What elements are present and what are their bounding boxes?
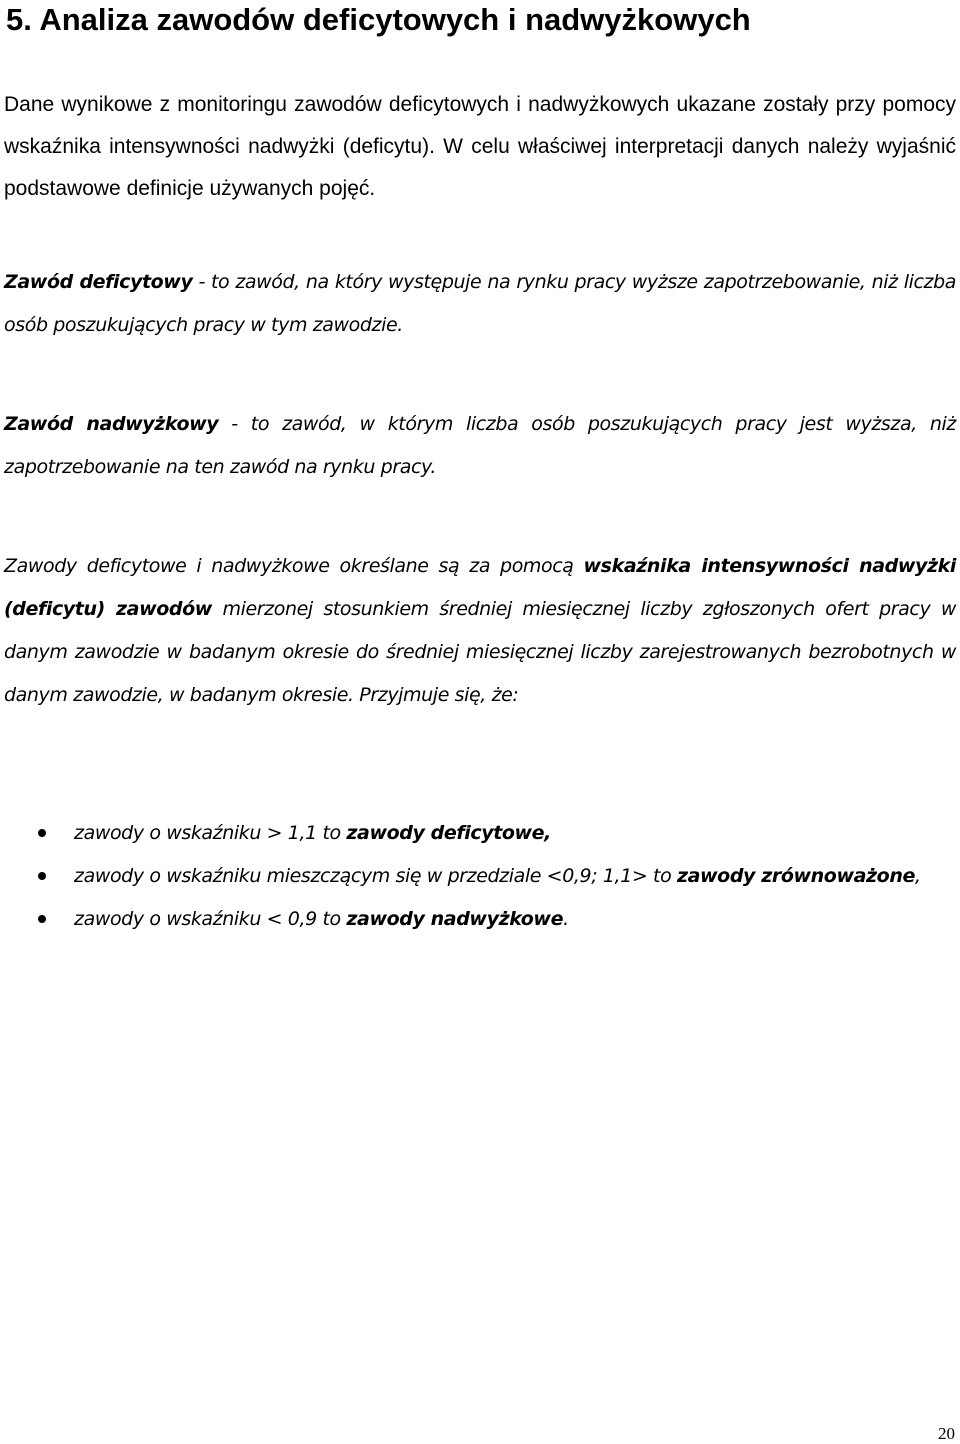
list-item [4,898,956,941]
definition-surplus-paragraph [4,403,956,489]
method-text-after: mierzonej stosunkiem średniej miesięcznej liczby zgłoszonych ofert pracy w danym zawodzie w badanym okresie do średniej miesięcznej liczby zarejestrowanych bezrobotnych w danym zawodzie, w badanym okresie. Przyjmuje się, że: [4,598,957,706]
definition-deficit-text: - to zawód, na który występuje na rynku pracy wyższe zapotrzebowanie, niż liczba osób poszukujących pracy w tym zawodzie. [4,271,956,336]
definition-deficit-paragraph [4,261,956,347]
list-item-tail: . [563,908,569,930]
bullet-icon [38,872,46,880]
method-bold-term: wskaźnika intensywności nadwyżki (deficytu) zawodów [4,555,956,620]
definition-surplus-term: Zawód nadwyżkowy [4,413,219,435]
method-text-before: Zawody deficytowe i nadwyżkowe określane są za pomocą [4,555,584,577]
list-item-text: zawody o wskaźniku < 0,9 to [74,908,347,930]
list-item-tail: , [914,865,921,887]
section-heading: 5. Analiza zawodów deficytowych i nadwyżkowych [6,2,751,37]
list-item-text: zawody o wskaźniku > 1,1 to [74,822,347,844]
list-item [4,812,956,855]
list-item-text: zawody o wskaźniku mieszczącym się w przedziale <0,9; 1,1> to [74,865,677,887]
definition-surplus-text: - to zawód, w którym liczba osób poszukujących pracy jest wyższa, niż zapotrzebowanie na ten zawód na rynku pracy. [4,413,956,478]
bullet-icon [38,829,46,837]
list-item-bold: zawody zrównoważone [676,865,915,887]
page-number: 20 [938,1424,955,1443]
definition-deficit-term: Zawód deficytowy [4,271,193,293]
intro-paragraph: Dane wynikowe z monitoringu zawodów deficytowych i nadwyżkowych ukazane zostały przy pomocy wskaźnika intensywności nadwyżki (deficytu). W celu właściwej interpretacji danych należy wyjaśnić podstawowe definicje używanych pojęć. [4,93,956,200]
bullet-icon [38,915,46,923]
classification-list [4,812,956,941]
method-paragraph [4,545,956,717]
list-item-bold: zawody deficytowe, [346,822,551,844]
list-item-bold: zawody nadwyżkowe [346,908,564,930]
list-item [4,855,956,898]
